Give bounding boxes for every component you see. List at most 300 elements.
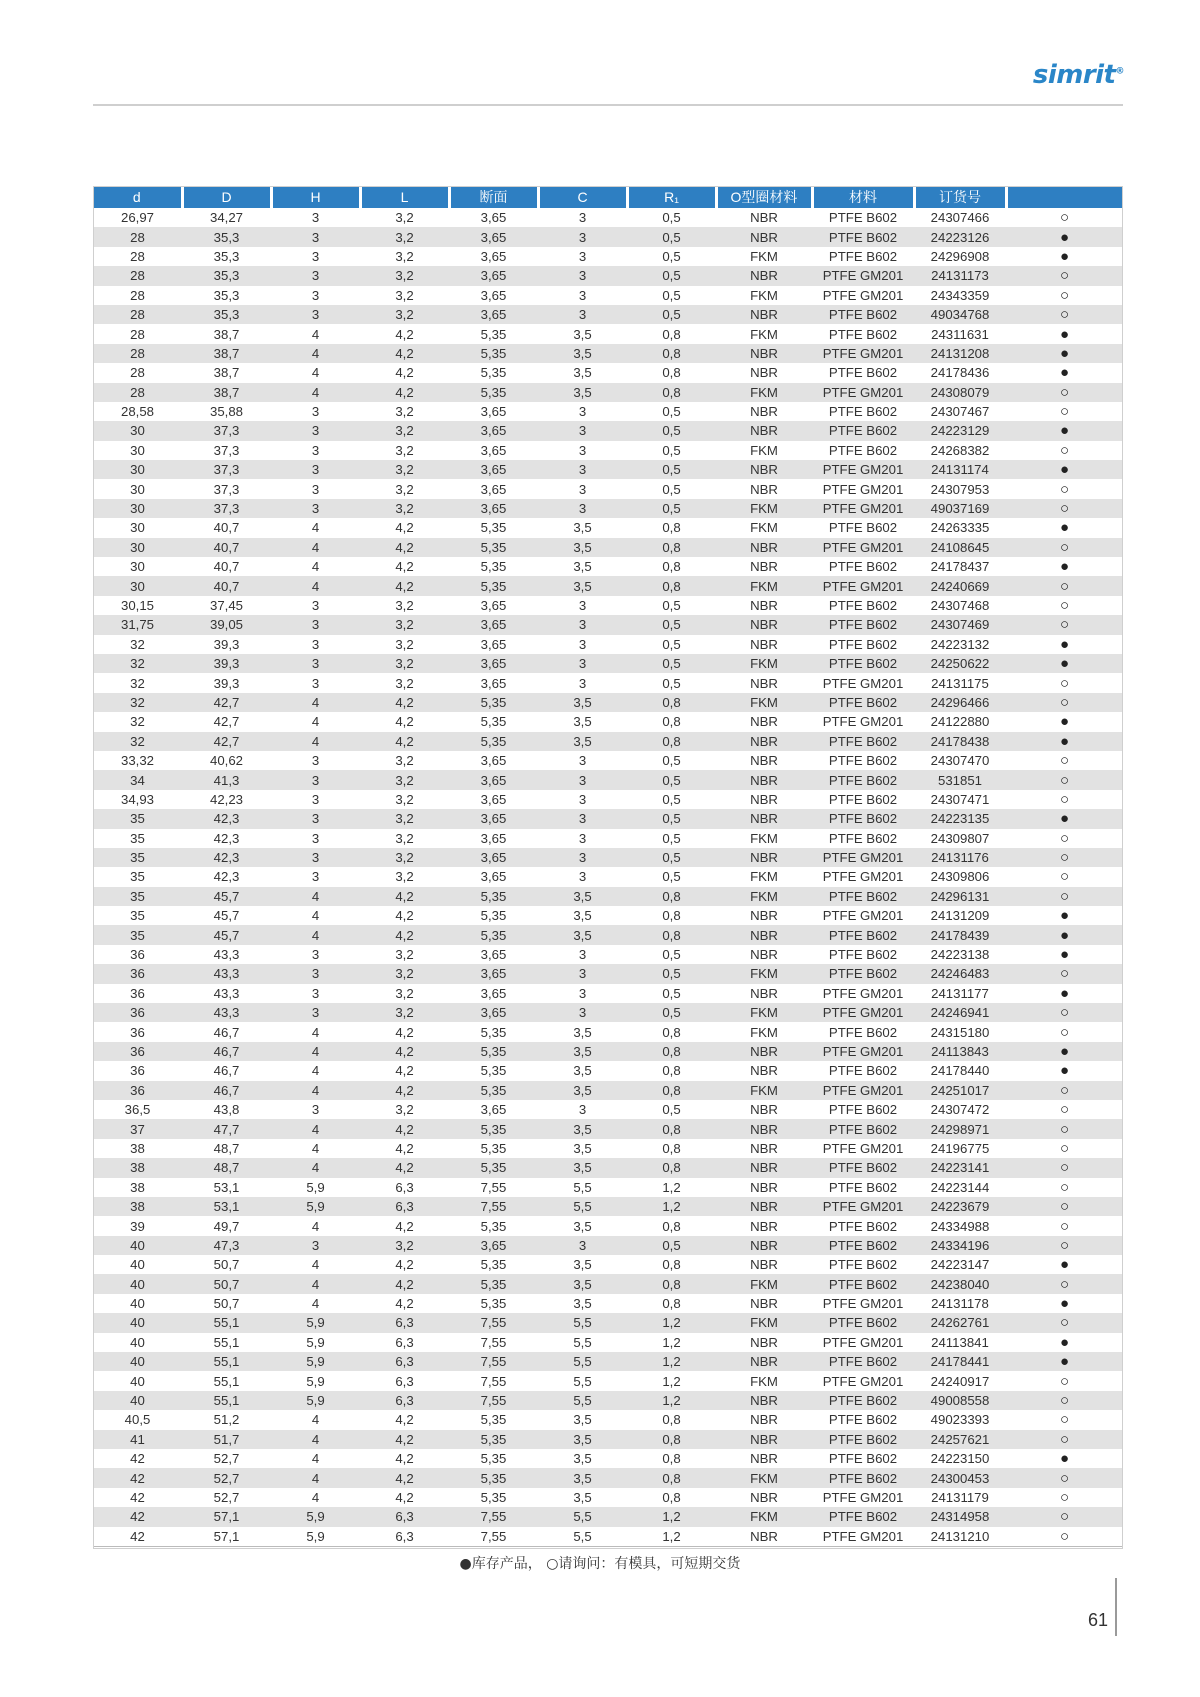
cell-col-oring-material: NBR	[750, 598, 778, 613]
cell-col-C: 3	[538, 305, 627, 324]
cell-col-oring-material: NBR	[716, 1158, 812, 1177]
cell-col-order-no: 24108645	[914, 538, 1006, 557]
table-row	[93, 557, 1123, 576]
cell-col-C: 3,5	[538, 925, 627, 944]
stock-status-icon: ○	[1059, 1139, 1070, 1157]
cell-col-order-no: 24178437	[930, 559, 990, 575]
stock-status-icon: ●	[1059, 1295, 1070, 1313]
cell-col-oring-material: NBR	[716, 925, 812, 944]
cell-col-L: 4,2	[360, 732, 449, 751]
cell-col-material: PTFE GM201	[822, 287, 904, 303]
cell-col-material: PTFE B602	[828, 442, 898, 458]
cell-col-R1: 0,5	[662, 404, 681, 420]
cell-col-order-no: 49008558	[914, 1391, 1006, 1410]
cell-col-order-no: 24223126	[914, 227, 1006, 246]
header-col-order-no: 订货号	[914, 186, 1006, 208]
cell-col-order-no: 24307953	[930, 481, 990, 497]
table-row	[93, 1294, 1123, 1313]
cell-col-L: 3,2	[395, 1102, 414, 1118]
cell-col-C: 3	[578, 753, 587, 769]
cell-col-H: 3	[311, 753, 320, 769]
cell-col-section: 3,65	[449, 770, 538, 789]
cell-col-R1: 0,8	[627, 344, 716, 363]
table-row	[93, 848, 1123, 867]
cell-col-order-no: 24238040	[914, 1274, 1006, 1293]
stock-status-icon: ○	[1059, 1488, 1070, 1506]
cell-col-section: 5,35	[449, 538, 538, 557]
table-row	[93, 1061, 1123, 1080]
cell-col-order-no: 24296466	[914, 693, 1006, 712]
stock-status-icon: ○	[1059, 1372, 1070, 1390]
cell-col-section: 3,65	[480, 636, 507, 652]
cell-col-C: 3	[578, 598, 587, 613]
cell-col-D: 39,3	[213, 636, 240, 652]
stock-status-icon: ●	[1006, 344, 1123, 363]
cell-col-R1: 0,5	[662, 791, 681, 807]
cell-col-C: 3	[578, 636, 587, 652]
cell-col-d: 28	[93, 344, 182, 363]
cell-col-R1: 0,5	[662, 598, 681, 613]
cell-col-L: 3,2	[360, 964, 449, 983]
cell-col-H: 3	[311, 248, 320, 264]
cell-col-H: 4	[311, 559, 320, 575]
cell-col-material: PTFE B602	[828, 636, 898, 652]
cell-col-D: 35,3	[213, 248, 240, 264]
cell-col-D: 42,3	[213, 869, 240, 885]
cell-col-d: 36	[93, 964, 182, 983]
cell-col-L: 3,2	[360, 848, 449, 867]
cell-col-L: 4,2	[395, 559, 414, 575]
table-row	[93, 1003, 1123, 1022]
table-row	[93, 1158, 1123, 1177]
cell-col-C: 3	[578, 248, 587, 264]
cell-col-C: 3,5	[538, 538, 627, 557]
table-row	[93, 1371, 1123, 1390]
cell-col-section: 5,35	[480, 1296, 507, 1312]
cell-col-section: 5,35	[449, 887, 538, 906]
cell-col-C: 3,5	[573, 559, 592, 575]
cell-col-order-no: 24131178	[931, 1296, 989, 1312]
cell-col-oring-material: FKM	[750, 1373, 778, 1389]
cell-col-D: 35,88	[209, 404, 243, 420]
cell-col-section: 7,55	[480, 1179, 507, 1195]
table-row	[93, 402, 1123, 421]
cell-col-d: 35	[130, 869, 145, 885]
cell-col-material: PTFE B602	[828, 947, 898, 963]
stock-status-icon: ○	[1059, 1101, 1070, 1119]
cell-col-order-no: 24315180	[930, 1024, 990, 1040]
cell-col-L: 4,2	[395, 1296, 414, 1312]
cell-col-d: 40	[130, 1296, 145, 1312]
table-row	[93, 829, 1123, 848]
cell-col-material: PTFE B602	[812, 654, 914, 673]
cell-col-order-no: 24131175	[931, 675, 989, 691]
cell-col-H: 3	[311, 442, 320, 458]
cell-col-order-no: 24113841	[931, 1334, 989, 1350]
cell-col-H: 4	[271, 693, 360, 712]
cell-col-order-no: 49023393	[930, 1412, 990, 1428]
cell-col-D: 35,3	[213, 287, 240, 303]
cell-col-oring-material: NBR	[750, 791, 778, 807]
cell-col-material: PTFE B602	[812, 615, 914, 634]
table-row	[93, 596, 1123, 615]
cell-col-L: 3,2	[395, 481, 414, 497]
cell-col-L: 4,2	[360, 1468, 449, 1487]
cell-col-material: PTFE B602	[812, 964, 914, 983]
cell-col-L: 6,3	[395, 1179, 414, 1195]
cell-col-L: 3,2	[395, 947, 414, 963]
stock-status-icon: ●	[1006, 227, 1123, 246]
cell-col-order-no: 24131177	[931, 985, 989, 1001]
table-row	[93, 479, 1123, 498]
cell-col-oring-material: FKM	[716, 576, 812, 595]
cell-col-order-no: 24251017	[914, 1081, 1006, 1100]
cell-col-C: 3,5	[538, 344, 627, 363]
cell-col-section: 5,35	[480, 1257, 507, 1273]
cell-col-H: 3	[271, 421, 360, 440]
cell-col-C: 5,5	[573, 1373, 592, 1389]
cell-col-d: 34,93	[120, 791, 154, 807]
cell-col-material: PTFE B602	[828, 1257, 898, 1273]
cell-col-material: PTFE B602	[828, 598, 898, 613]
cell-col-R1: 0,8	[662, 1296, 681, 1312]
cell-col-order-no: 24223129	[914, 421, 1006, 440]
cell-col-H: 4	[271, 1081, 360, 1100]
cell-col-D: 37,3	[182, 499, 271, 518]
cell-col-C: 3,5	[538, 1468, 627, 1487]
cell-col-D: 42,7	[182, 732, 271, 751]
cell-col-H: 3	[311, 869, 320, 885]
cell-col-R1: 0,8	[662, 1218, 681, 1234]
cell-col-material: PTFE GM201	[822, 1373, 904, 1389]
cell-col-section: 7,55	[449, 1313, 538, 1332]
cell-col-H: 4	[271, 1274, 360, 1293]
table-header-row	[93, 186, 1123, 208]
cell-col-R1: 1,2	[627, 1313, 716, 1332]
cell-col-L: 6,3	[360, 1197, 449, 1216]
cell-col-section: 5,35	[449, 732, 538, 751]
table-row	[93, 635, 1123, 654]
cell-col-order-no: 24309807	[930, 830, 990, 846]
cell-col-d: 32	[93, 693, 182, 712]
cell-col-D: 37,3	[213, 481, 240, 497]
cell-col-order-no: 24307470	[930, 753, 990, 769]
cell-col-order-no: 24262761	[914, 1313, 1006, 1332]
cell-col-oring-material: NBR	[750, 636, 778, 652]
table-row	[93, 790, 1123, 809]
cell-col-D: 42,23	[209, 791, 243, 807]
cell-col-material: PTFE B602	[812, 305, 914, 324]
cell-col-order-no: 24307469	[914, 615, 1006, 634]
cell-col-L: 3,2	[395, 248, 414, 264]
cell-col-section: 5,35	[480, 1140, 507, 1156]
table-row	[93, 266, 1123, 285]
cell-col-C: 3,5	[538, 1042, 627, 1061]
cell-col-L: 6,3	[360, 1313, 449, 1332]
cell-col-d: 32	[93, 732, 182, 751]
cell-col-section: 3,65	[449, 305, 538, 324]
cell-col-oring-material: NBR	[750, 947, 778, 963]
cell-col-d: 35	[93, 887, 182, 906]
cell-col-L: 3,2	[360, 615, 449, 634]
cell-col-oring-material: NBR	[750, 1218, 778, 1234]
cell-col-d: 35	[93, 809, 182, 828]
cell-col-D: 37,3	[213, 442, 240, 458]
cell-col-section: 3,65	[480, 210, 507, 226]
cell-col-oring-material: NBR	[716, 305, 812, 324]
cell-col-section: 5,35	[449, 383, 538, 402]
cell-col-D: 40,7	[213, 559, 240, 575]
cell-col-oring-material: NBR	[750, 1451, 778, 1467]
cell-col-section: 5,35	[480, 559, 507, 575]
cell-col-d: 32	[130, 714, 145, 730]
cell-col-L: 3,2	[395, 830, 414, 846]
cell-col-d: 40	[130, 1334, 145, 1350]
cell-col-D: 53,1	[213, 1179, 240, 1195]
table-row	[93, 576, 1123, 595]
cell-col-d: 40	[93, 1274, 182, 1293]
cell-col-C: 3,5	[538, 1119, 627, 1138]
cell-col-order-no: 24178438	[914, 732, 1006, 751]
cell-col-H: 5,9	[306, 1179, 325, 1195]
stock-status-icon: ●	[1059, 558, 1070, 576]
cell-col-R1: 1,2	[627, 1527, 716, 1547]
cell-col-H: 3	[271, 499, 360, 518]
cell-col-material: PTFE GM201	[812, 848, 914, 867]
cell-col-order-no: 49034768	[914, 305, 1006, 324]
cell-col-R1: 0,8	[662, 1140, 681, 1156]
cell-col-L: 4,2	[360, 925, 449, 944]
stock-status-icon: ○	[1006, 848, 1123, 867]
cell-col-d: 39	[130, 1218, 145, 1234]
cell-col-material: PTFE B602	[812, 227, 914, 246]
cell-col-oring-material: NBR	[716, 1352, 812, 1371]
cell-col-oring-material: NBR	[716, 809, 812, 828]
cell-col-d: 35	[130, 830, 145, 846]
stock-status-icon: ●	[1006, 460, 1123, 479]
cell-col-R1: 0,8	[627, 1158, 716, 1177]
cell-col-H: 5,9	[271, 1507, 360, 1526]
cell-col-L: 3,2	[395, 791, 414, 807]
table-row	[93, 1488, 1123, 1507]
cell-col-C: 3	[538, 809, 627, 828]
cell-col-L: 3,2	[395, 598, 414, 613]
table-row	[93, 227, 1123, 246]
cell-col-d: 41	[93, 1430, 182, 1449]
cell-col-oring-material: NBR	[716, 1527, 812, 1547]
cell-col-R1: 0,8	[662, 326, 681, 342]
table-row	[93, 770, 1123, 789]
cell-col-section: 3,65	[449, 499, 538, 518]
cell-col-C: 3	[538, 1003, 627, 1022]
cell-col-L: 3,2	[395, 404, 414, 420]
cell-col-D: 57,1	[182, 1507, 271, 1526]
cell-col-C: 3	[578, 481, 587, 497]
stock-status-icon: ○	[1006, 499, 1123, 518]
cell-col-order-no: 24178439	[914, 925, 1006, 944]
cell-col-H: 4	[271, 576, 360, 595]
cell-col-R1: 0,5	[662, 636, 681, 652]
stock-status-icon: ○	[1006, 770, 1123, 789]
cell-col-material: PTFE GM201	[812, 266, 914, 285]
cell-col-L: 4,2	[395, 1451, 414, 1467]
stock-status-icon: ○	[1059, 752, 1070, 770]
cell-col-L: 4,2	[360, 1430, 449, 1449]
cell-col-R1: 0,8	[662, 1063, 681, 1079]
table-body	[93, 208, 1123, 1546]
cell-col-C: 3	[578, 830, 587, 846]
cell-col-R1: 0,8	[627, 1468, 716, 1487]
cell-col-d: 40	[93, 1391, 182, 1410]
cell-col-section: 3,65	[449, 964, 538, 983]
cell-col-order-no: 531851	[914, 770, 1006, 789]
cell-col-order-no: 24334988	[930, 1218, 990, 1234]
cell-col-C: 3	[578, 675, 587, 691]
cell-col-H: 3	[271, 460, 360, 479]
cell-col-d: 42	[93, 1507, 182, 1526]
table-row	[93, 1100, 1123, 1119]
cell-col-material: PTFE B602	[812, 421, 914, 440]
table-row	[93, 1022, 1123, 1041]
cell-col-H: 3	[271, 964, 360, 983]
cell-col-R1: 0,5	[662, 287, 681, 303]
cell-col-material: PTFE B602	[812, 1430, 914, 1449]
table-row	[93, 324, 1123, 343]
cell-col-R1: 0,5	[662, 442, 681, 458]
cell-col-order-no: 24246483	[914, 964, 1006, 983]
cell-col-oring-material: FKM	[750, 326, 778, 342]
cell-col-R1: 0,8	[627, 887, 716, 906]
cell-col-material: PTFE B602	[812, 1391, 914, 1410]
cell-col-order-no: 24178441	[914, 1352, 1006, 1371]
cell-col-L: 4,2	[360, 538, 449, 557]
cell-col-L: 3,2	[395, 753, 414, 769]
cell-col-d: 42	[93, 1527, 182, 1547]
stock-status-icon: ○	[1059, 441, 1070, 459]
cell-col-L: 3,2	[360, 1003, 449, 1022]
cell-col-oring-material: NBR	[750, 210, 778, 226]
cell-col-H: 4	[311, 365, 320, 381]
cell-col-L: 3,2	[395, 985, 414, 1001]
cell-col-R1: 0,8	[662, 1412, 681, 1428]
cell-col-H: 4	[311, 1412, 320, 1428]
cell-col-section: 5,35	[480, 1063, 507, 1079]
stock-status-icon: ○	[1006, 964, 1123, 983]
header-col-section: 断面	[449, 186, 538, 208]
cell-col-D: 39,3	[213, 675, 240, 691]
cell-col-R1: 0,8	[627, 383, 716, 402]
cell-col-material: PTFE B602	[828, 520, 898, 536]
table-row	[93, 286, 1123, 305]
cell-col-d: 28	[93, 227, 182, 246]
cell-col-d: 42	[93, 1468, 182, 1487]
cell-col-d: 40	[93, 1313, 182, 1332]
stock-status-icon: ●	[1006, 654, 1123, 673]
table-row	[93, 1119, 1123, 1138]
cell-col-D: 37,3	[182, 460, 271, 479]
cell-col-C: 3	[538, 421, 627, 440]
cell-col-material: PTFE B602	[812, 1313, 914, 1332]
cell-col-oring-material: FKM	[716, 1081, 812, 1100]
cell-col-R1: 0,5	[627, 964, 716, 983]
cell-col-L: 3,2	[360, 266, 449, 285]
cell-col-R1: 0,5	[662, 830, 681, 846]
table-row	[93, 673, 1123, 692]
cell-col-oring-material: NBR	[750, 1257, 778, 1273]
cell-col-H: 4	[311, 1451, 320, 1467]
cell-col-d: 28	[93, 305, 182, 324]
cell-col-L: 3,2	[395, 675, 414, 691]
stock-status-icon: ○	[1006, 383, 1123, 402]
cell-col-section: 5,35	[480, 1489, 507, 1505]
cell-col-H: 4	[271, 1042, 360, 1061]
cell-col-section: 3,65	[480, 947, 507, 963]
table-row	[93, 1178, 1123, 1197]
simrit-logo: simrit®	[1032, 60, 1124, 90]
table-row	[93, 1042, 1123, 1061]
cell-col-d: 28	[93, 383, 182, 402]
cell-col-R1: 0,5	[627, 848, 716, 867]
cell-col-C: 5,5	[538, 1352, 627, 1371]
cell-col-section: 3,65	[480, 481, 507, 497]
cell-col-H: 3	[271, 1236, 360, 1255]
cell-col-H: 3	[311, 598, 320, 613]
cell-col-order-no: 24223679	[914, 1197, 1006, 1216]
header-col-stock	[1006, 186, 1123, 208]
cell-col-order-no: 24307466	[930, 210, 990, 226]
cell-col-L: 4,2	[360, 693, 449, 712]
cell-col-H: 4	[271, 383, 360, 402]
cell-col-order-no: 24343359	[930, 287, 990, 303]
stock-status-icon: ○	[1059, 1178, 1070, 1196]
cell-col-d: 28	[93, 266, 182, 285]
cell-col-oring-material: NBR	[716, 770, 812, 789]
stock-status-icon: ○	[1006, 1158, 1123, 1177]
cell-col-material: PTFE B602	[828, 404, 898, 420]
table-row	[93, 344, 1123, 363]
cell-col-L: 3,2	[360, 654, 449, 673]
cell-col-H: 3	[271, 809, 360, 828]
cell-col-L: 4,2	[395, 1489, 414, 1505]
cell-col-L: 4,2	[395, 1412, 414, 1428]
cell-col-section: 5,35	[449, 1430, 538, 1449]
stock-status-icon: ○	[1059, 286, 1070, 304]
cell-col-oring-material: NBR	[716, 227, 812, 246]
cell-col-H: 4	[271, 925, 360, 944]
cell-col-R1: 1,2	[627, 1391, 716, 1410]
cell-col-d: 40	[93, 1352, 182, 1371]
stock-status-icon: ○	[1006, 887, 1123, 906]
cell-col-R1: 0,5	[627, 460, 716, 479]
cell-col-D: 47,3	[182, 1236, 271, 1255]
stock-status-icon: ○	[1006, 576, 1123, 595]
cell-col-H: 3	[311, 404, 320, 420]
cell-col-H: 4	[311, 908, 320, 924]
cell-col-section: 5,35	[480, 1412, 507, 1428]
cell-col-d: 30	[130, 559, 145, 575]
stock-status-icon: ●	[1059, 907, 1070, 925]
cell-col-C: 3	[578, 404, 587, 420]
cell-col-oring-material: FKM	[750, 287, 778, 303]
stock-status-icon: ●	[1059, 984, 1070, 1002]
cell-col-C: 3,5	[573, 1257, 592, 1273]
table-row	[93, 925, 1123, 944]
cell-col-L: 4,2	[395, 1140, 414, 1156]
cell-col-oring-material: NBR	[716, 848, 812, 867]
cell-col-section: 5,35	[449, 1468, 538, 1487]
cell-col-oring-material: FKM	[750, 869, 778, 885]
cell-col-section: 3,65	[449, 1236, 538, 1255]
